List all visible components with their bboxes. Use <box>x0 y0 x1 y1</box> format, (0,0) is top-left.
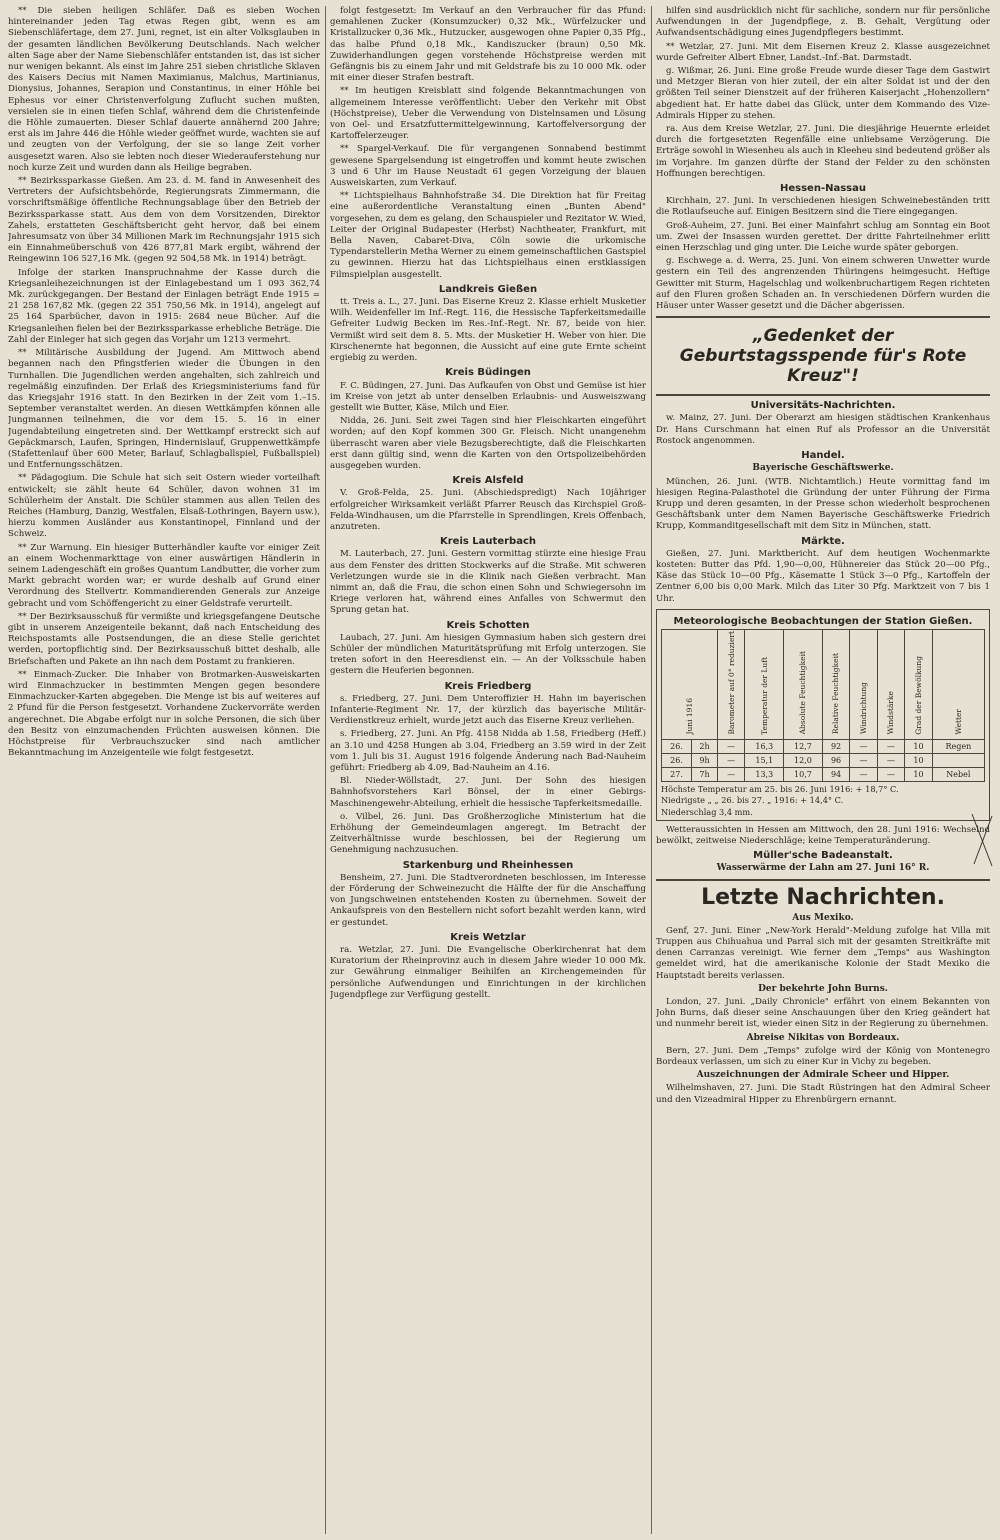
weather-cell: — <box>717 753 744 767</box>
red-cross-appeal: „Gedenket der Geburtstagsspende für's Rote Kreuz"! <box>679 326 967 387</box>
weather-header-cell: Windstärke <box>877 629 904 739</box>
weather-cell: — <box>877 768 904 782</box>
subheading: Abreise Nikitas von Bordeaux. <box>746 1032 900 1043</box>
article-treis: tt. Treis a. L., 27. Juni. Das Eiserne Kreuz 2. Klasse erhielt Musketier Wilh. Weidenfeller im Inf.-Regt. 116, die Hessische Tapferkeitsmedaille Gefreiter Ludwig Becken im Res.-Inf.-Regt. Nr. 87, beide von hier. Vermißt wird seit dem 8. 5. Mts. der Musketier H. Weber von hier. Die Kirschenernte hat begonnen, die Aussicht auf eine gute Ernte scheint ergiebig zu werden. <box>330 297 646 364</box>
article-mainz: w. Mainz, 27. Juni. Der Oberarzt am hiesigen städtischen Krankenhaus Dr. Hans Curschmann hat einen Ruf als Professor an die Universität Rostock angenommen. <box>656 413 990 446</box>
weather-header-cell: Juni 1916 <box>662 629 718 739</box>
weather-cell: 92 <box>822 739 849 753</box>
weather-header-cell: Relative Feuchtigkeit <box>822 629 849 739</box>
article-kreisblatt: ** Im heutigen Kreisblatt sind folgende Bekanntmachungen von allgemeinem Interesse veröffentlicht: Ueber den Verkehr mit Obst (Höchstpreise), Ueber die Verwendung von Distelnsamen und Lösung von Oel- und Ersatzfuttermittelgewinnung, Kartoffelversorgung der Kartoffelerzeuger. <box>330 86 646 142</box>
article-paedagogium: ** Pädagogium. Die Schule hat sich seit Ostern wieder vorteilhaft entwickelt; sie zählt heute 64 Schüler, davon wohnen 31 im Schülerheim der Anstalt. Die Schüler stammen aus allen Teilen des Reiches (Hamburg, Danzig, Westfalen, Elsaß-Lothringen, Bayern usw.), hierzu kommen Ausländer aus Konstantinopel, Finnland und der Schweiz. <box>8 473 320 540</box>
divider <box>656 879 990 881</box>
article-wetzlar-eisernes-kreuz: ** Wetzlar, 27. Juni. Mit dem Eisernen Kreuz 2. Klasse ausgezeichnet wurde Gefreiter Albert Ebner, Landst.-Inf.-Bat. Darmstadt. <box>656 41 990 63</box>
section-heading: Märkte. <box>801 535 845 547</box>
weather-box <box>656 609 990 821</box>
weather-row <box>662 753 985 767</box>
section-heading: Hessen-Nassau <box>780 183 866 195</box>
article-nidda: Nidda, 26. Juni. Seit zwei Tagen sind hier Fleischkarten eingeführt worden; auf den Kopf kommen 300 Gr. Fleisch. Nicht unangenehm überrascht waren aber viele Bezugsberechtigte, daß die Fleischkarten erst dann gültig sind, wenn die Karten von den Ortspolizeibehörden ausgegeben wurden. <box>330 416 646 471</box>
section-heading: Landkreis Gießen <box>438 283 538 295</box>
weather-cell: 10 <box>905 739 932 753</box>
subheading: Der bekehrte John Burns. <box>758 983 888 994</box>
article-muenchen: München, 26. Juni. (WTB. Nichtamtlich.) Heute vormittag fand im hiesigen Regina-Palasthotel die Gründung der unter Führung der Firma Krupp und deren gesamten, in der Presse schon wiederholt besprochenen Geschäftsbank unter dem Namen Bayerische Geschäftswerke Friedrich Krupp, Kommanditgesellschaft mit dem Sitz in München, statt. <box>656 476 990 532</box>
weather-cell: 10 <box>905 753 932 767</box>
divider <box>656 316 990 318</box>
article-einmachzucker: ** Einmach-Zucker. Die Inhaber von Brotmarken-Ausweiskarten wird Einmachzucker in bestimmten Mengen gegen besondere Einmachzucker-Karten abgegeben. Die Menge ist bis auf weiteres auf 2 Pfund für die Person festgesetzt. Vorhandene Zuckervorräte werden angerechnet. Die Abgabe erfolgt nur in solche Personen, die sich über den Besitz von einzumachenden Früchten ausweisen können. Die Höchstpreise für Verbrauchszucker sind nach amtlicher Bekanntmachung im Anzeigenteile wie folgt festgesetzt. <box>8 669 320 759</box>
article-heuernte: ra. Aus dem Kreise Wetzlar, 27. Juni. Die diesjährige Heuernte erleidet durch die fortgesetzten Regenfälle eine unliebsame Verzögerung. Die Erträge sowohl in Wiesenheu als auch in Kleeheu sind bedeutend größer als im Vorjahre. Im ganzen dürfte der Stand der Felder zu den schönsten Hoffnungen berechtigen. <box>656 124 990 179</box>
weather-cell: — <box>877 739 904 753</box>
weather-cell <box>932 753 984 767</box>
weather-cell: — <box>850 739 877 753</box>
weather-header-cell: Grad der Bewölkung <box>905 629 932 739</box>
article-siebenschlaefer: ** Die sieben heiligen Schläfer. Daß es sieben Wochen hintereinander jeden Tag etwas Regen gibt, wenn es am Siebenschläfertage, dem 27. Juni, regnet, ist ein alter Volksglauben in der gesamten ländlichen Bevölkerung Deutschlands. Nach welcher alten Sage aber der Name Siebenschläfer entstanden ist, das ist sicher nur wenigen bekannt. Als einst im Jahre 251 sieben christliche Sklaven des Kaisers Decius mit Namen Maximianus, Malchus, Martinianus, Dionysius, Johannes, Serapion und Constantinus, in einer Höhle bei Ephesus vor einer Christenverfolgung Zuflucht suchen mußten, versielen sie in einen tiefen Schlaf, während dem die Christenfeinde die Höhle zumauerten. Dieser Schlaf dauerte annähernd 200 Jahre; erst als im Jahre 446 die Höhle wieder geöffnet wurde, wachten sie auf und zeugten von der Verfolgung, der sie so lange Zeit vorher ausgesetzt waren. Also sie lebten noch dieser Wiederauferstehung nur noch kurze Zeit und wurden dann als Heilige begraben. <box>8 6 320 173</box>
subheading: Aus Mexiko. <box>792 912 854 923</box>
article-london: London, 27. Juni. „Daily Chronicle" erfährt von einem Bekannten von John Burns, daß dieser seine Anschauungen über den Krieg geändert hat und nunmehr bereit ist, wieder einen Sitz in der Regierung zu übernehmen. <box>656 997 990 1030</box>
weather-table <box>661 629 985 782</box>
weather-row <box>662 768 985 782</box>
weather-cell: 12,0 <box>784 753 823 767</box>
article-jugend-ausbildung: ** Militärische Ausbildung der Jugend. Am Mittwoch abend begannen nach den Pfingstferien wieder die Übungen in den Turnhallen. Die Jugendlichen werden angehalten, sich zahlreich und regelmäßig einzufinden. Der Erlaß des Kriegsministeriums fand für das Kriegsjahr 1916 statt. In den Bezirken in der Zeit vom 1.–15. September veranstaltet werden. An diesen Wettkämpfen können alle Jungmannen teilnehmen, die vor dem 15. 5. 16 in einer Jugendabteilung eingetreten sind. Der Wettkampf erstreckt sich auf Gepäckmarsch, Laufen, Springen, Hindernislauf, Gruppenwettkämpfe (Stafettenlauf über 600 Meter, Barlauf, Schlagballspiel, Fußballspiel) und Entfernungsschätzen. <box>8 348 320 471</box>
weather-cell: 10 <box>905 768 932 782</box>
article-genf: Genf, 27. Juni. Einer „New-York Herald"-Meldung zufolge hat Villa mit Truppen aus Chihuahua und Parral sich mit der gesamten Streitkräfte mit denen Carranzas vereinigt. Wie ferner dem „Temps" aus Washington gemeldet wird, hat die amerikanische Kolonie der Stadt Mexiko die Hauptstadt bereits verlassen. <box>656 925 990 981</box>
weather-row <box>662 739 985 753</box>
weather-header-row <box>662 629 985 739</box>
article-warnung: ** Zur Warnung. Ein hiesiger Butterhändler kaufte vor einiger Zeit an einem Wochenmarkttage von einer auswärtigen Händlerin in seinem Ladengeschäft ein großes Quantum Landbutter, die vorher zum Markt gebracht worden war; er wurde deshalb auf Grund einer Verordnung des Stellvertr. Kommandierenden Generals zur Anzeige gebracht und vom Schöffengericht zu einer Geldstrafe verurteilt. <box>8 542 320 609</box>
weather-cell: — <box>717 739 744 753</box>
weather-cell: 26. <box>662 753 692 767</box>
article-jugendpflege-cont: hilfen sind ausdrücklich nicht für sachliche, sondern nur für persönliche Aufwendungen in der Jugendpflege, z. B. Gehalt, Vergütung oder Aufwandsentschädigung eines Jugendpflegers bestimmt. <box>656 6 990 39</box>
article-wilhelmshaven: Wilhelmshaven, 27. Juni. Die Stadt Rüstringen hat den Admiral Scheer und den Vizeadmiral Hipper zu Ehrenbürgern ernannt. <box>656 1083 990 1105</box>
article-wissmar: g. Wißmar, 26. Juni. Eine große Freude wurde dieser Tage dem Gastwirt und Metzger Bieran von hier zuteil, der ein alter Soldat ist und der den größten Teil seiner Dienstzeit auf der früheren Kaiserjacht „Hohenzollern" abgedient hat. Er hatte dabei das Glück, unter dem Kommando des Vize-Admirals Hipper zu stehen. <box>656 66 990 121</box>
weather-cell: 27. <box>662 768 692 782</box>
weather-header-cell: Wetter <box>932 629 984 739</box>
article-woellstadt: Bl. Nieder-Wöllstadt, 27. Juni. Der Sohn des hiesigen Bahnhofsvorstehers Karl Bönsel, der in einer Gebirgs-Maschinengewehr-Abteilung, erhielt die hessische Tapferkeitsmedaille. <box>330 776 646 809</box>
column-2 <box>330 6 646 1534</box>
column-rule <box>651 6 652 1534</box>
article-lichtspielhaus: ** Lichtspielhaus Bahnhofstraße 34. Die Direktion hat für Freitag eine außerordentliche Veranstaltung einen „Bunten Abend" vorgesehen, zu dem es gelang, den Schauspieler und Rezitator W. Wied, Leiter der Original Budapester (Herbst) Nachtheater, Frankfurt, mit Bella Naven, Cabaret-Diva, Cöln sowie die urkomische Typendarstellerin Metha Werner zu einem gemeinschaftlichen Gastspiel zu gewinnen. Hierzu hat das Lichtspielhaus einen erstklassigen Filmspielplan ausgestellt. <box>330 191 646 280</box>
section-heading: Universitäts-Nachrichten. <box>750 400 896 412</box>
weather-rain: Niederschlag 3,4 mm. <box>661 806 753 817</box>
article-bern: Bern, 27. Juni. Dem „Temps" zufolge wird der König von Montenegro Bordeaux verlassen, um sich zu einer Kur in Vichy zu begeben. <box>656 1045 990 1068</box>
weather-min-temp: Niedrigste „ „ 26. bis 27. „ 1916: + 14,4° C. <box>661 795 844 806</box>
article-marktbericht: Gießen, 27. Juni. Marktbericht. Auf dem heutigen Wochenmarkte kosteten: Butter das Pfd. 1,90—0,00, Hühnereier das Stück 20—00 Pfg., Käse das Stück 10—00 Pfg., Käsematte 1 Stück 3—0 Pfg., Kartoffeln der Zentner 6,00 bis 0,00 Mark. Milch das Liter 30 Pfg. Marktzeit von 7 bis 1 Uhr. <box>656 548 990 604</box>
weather-cell: 16,3 <box>745 739 784 753</box>
article-gross-felda: V. Groß-Felda, 25. Juni. (Abschiedspredigt) Nach 10jähriger erfolgreicher Wirksamkeit verläßt Pfarrer Reusch das Kirchspiel Groß-Felda-Windhausen, um die Pfarrstelle in Sprendlingen, Kreis Offenbach, anzutreten. <box>330 488 646 532</box>
bath-temperature: Wasserwärme der Lahn am 27. Juni 16° R. <box>716 863 930 874</box>
column-3 <box>656 6 990 1534</box>
section-heading: Kreis Wetzlar <box>450 931 526 943</box>
section-heading: Kreis Schotten <box>446 619 530 631</box>
weather-outlook: Wetteraussichten in Hessen am Mittwoch, den 28. Juni 1916: Wechselnd bewölkt, zeitweise Niederschläge; keine Temperaturänderung. <box>656 824 990 847</box>
weather-cell: — <box>717 768 744 782</box>
article-kirchhain: Kirchhain, 27. Juni. In verschiedenen hiesigen Schweinebeständen tritt die Rotlaufseuche auf. Einigen Besitzern sind die Tiere eingegangen. <box>656 196 990 218</box>
weather-cell: Nebel <box>932 768 984 782</box>
weather-cell: 94 <box>822 768 849 782</box>
weather-body <box>662 739 985 782</box>
weather-cell: — <box>877 753 904 767</box>
weather-cell: — <box>850 753 877 767</box>
weather-max-temp: Höchste Temperatur am 25. bis 26. Juni 1916: + 18,7° C. <box>661 784 899 795</box>
article-eschwege: g. Eschwege a. d. Werra, 25. Juni. Von einem schweren Unwetter wurde gestern ein Teil des angrenzenden Thüringens heimgesucht. Heftige Gewitter mit Sturm, Hagelschlag und wolkenbruchartigem Regen richteten auf den Fluren großen Schaden an. In verschiedenen Dörfern wurden die Häuser unter Wasser gesetzt und die Dächer abgerissen. <box>656 256 990 312</box>
section-heading: Kreis Büdingen <box>445 367 531 379</box>
weather-cell: 26. <box>662 739 692 753</box>
column-rule <box>325 6 326 1534</box>
section-heading: Handel. <box>801 450 845 462</box>
article-friedberg-2: s. Friedberg, 27. Juni. An Pfg. 4158 Nidda ab 1.58, Friedberg (Heff.) an 3.10 und 4258 Hungen ab 3.04, Friedberg an 3.59 wird in der Zeit vom 1. Juli bis 31. August 1916 folgende Änderung nach Bad-Nauheim geführt: Friedberg ab 4.09, Bad-Nauheim an 4.16. <box>330 729 646 773</box>
weather-header-cell: Barometer auf 0° reduziert <box>717 629 744 739</box>
section-heading: Kreis Friedberg <box>444 680 532 692</box>
weather-title: Meteorologische Beobachtungen der Station Gießen. <box>673 615 973 627</box>
article-bezirksausschuss: ** Der Bezirksausschuß für vermißte und kriegsgefangene Deutsche gibt in unserem Anzeigenteile bekannt, daß nach Entscheidung des Reichspostamts alle Postsendungen, die an diese Stelle gerichtet werden, portopflichtig sind. Der Bezirksausschuß bittet deshalb, alle Briefschaften und Pakete an ihn nach dem Postamt zu frankieren. <box>8 611 320 667</box>
weather-cell: Regen <box>932 739 984 753</box>
section-heading: Starkenburg und Rheinhessen <box>402 859 574 871</box>
weather-header-cell: Temperatur der Luft <box>745 629 784 739</box>
subheading: Auszeichnungen der Admirale Scheer und Hipper. <box>696 1070 950 1081</box>
article-bezirkssparkasse-cont: Infolge der starken Inanspruchnahme der Kasse durch die Kriegsanleihezeichnungen ist der Einlagebestand um 1 093 362,74 Mk. zurückgegangen. Der Bestand der Einlagen beträgt Ende 1915 = 21 258 167,82 Mk. (gegen 22 351 750,56 Mk. in 1914), angelegt auf 25 164 Sparbücher, davon in 1915: 2684 neue Bücher. Auf die Kriegsanleihen fielen bei der Bezirkssparkasse erhebliche Beträge. Die Zahl der Einleger hat sich gegen das Vorjahr um 1213 vermehrt. <box>8 267 320 345</box>
weather-cell: 15,1 <box>745 753 784 767</box>
weather-cell: 96 <box>822 753 849 767</box>
article-gross-auheim: Groß-Auheim, 27. Juni. Bei einer Mainfahrt schlug am Sonntag ein Boot um. Zwei der Insassen wurden gerettet. Der dritte Fahrteilnehmer erlitt einen Herzschlag und ging unter. Die Leiche wurde später geborgen. <box>656 220 990 254</box>
weather-cell: 2h <box>692 739 718 753</box>
article-bezirkssparkasse: ** Bezirkssparkasse Gießen. Am 23. d. M. fand in Anwesenheit des Vertreters der Aufsichtsbehörde, Regierungsrats Zimmermann, die vorschriftsmäßige öffentliche Rechnungsablage über den Betrieb der Bezirkssparkasse statt. Aus dem von dem Vorsitzenden, Direktor Zahels, erstatteten Geschäftsbericht geht hervor, daß bei einem Jahresumsatz von über 34 Millionen Mark im Rechnungsjahr 1915 sich ein Einnahmeüberschuß von 426 877,81 Mark ergibt, während der Reingewinn 106 527,16 Mk. (gegen 92 504,58 Mk. in 1914) beträgt. <box>8 176 320 265</box>
weather-cell: — <box>850 768 877 782</box>
weather-cell: 12,7 <box>784 739 823 753</box>
article-friedberg-1: s. Friedberg, 27. Juni. Dem Unteroffizier H. Hahn im bayerischen Infanterie-Regiment Nr. 17, der kürzlich das bayerische Militär-Verdienstkreuz erhielt, wurde jetzt auch das Eiserne Kreuz verliehen. <box>330 693 646 727</box>
section-heading: Kreis Lauterbach <box>439 536 536 548</box>
column-1 <box>8 6 320 1534</box>
weather-header-cell: Windrichtung <box>850 629 877 739</box>
article-buedingen: F. C. Büdingen, 27. Juni. Das Aufkaufen von Obst und Gemüse ist hier im Kreise von jetzt ab unter denselben Erlaubnis- und Ausweiszwang gestellt wie Butter, Käse, Milch und Eier. <box>330 380 646 413</box>
article-vilbel: o. Vilbel, 26. Juni. Das Großherzogliche Ministerium hat die Erhöhung der Gemeindeumlagen angeregt. Im Betracht der Zeitverhältnisse wurde beschlossen, bei der Regierung um Genehmigung nachzusuchen. <box>330 811 646 856</box>
divider <box>656 394 990 396</box>
latest-news-heading: Letzte Nachrichten. <box>701 884 945 910</box>
weather-cell: 10,7 <box>784 768 823 782</box>
article-spargel: ** Spargel-Verkauf. Die für vergangenen Sonnabend bestimmt gewesene Spargelsendung ist eingetroffen und kommt heute zwischen 3 und 6 Uhr im Hause Neustadt 61 gegen Vorzeigung der blauen Ausweiskarten, zum Verkauf. <box>330 144 646 189</box>
weather-header-cell: Absolute Feuchtigkeit <box>784 629 823 739</box>
section-heading: Kreis Alsfeld <box>452 475 524 487</box>
weather-cell: 9h <box>692 753 718 767</box>
article-laubach: Laubach, 27. Juni. Am hiesigen Gymnasium haben sich gestern drei Schüler der mündlichen Maturitätsprüfung mit Erfolg unterzogen. Sie treten sofort in den Heeresdienst ein. — An der Volksschule haben gestern die Heuferien begonnen. <box>330 632 646 677</box>
subheading: Bayerische Geschäftswerke. <box>752 463 894 474</box>
section-heading: Müller'sche Badeanstalt. <box>753 850 893 862</box>
article-bensheim: Bensheim, 27. Juni. Die Stadtverordneten beschlossen, im Interesse der Förderung der Schweinezucht die Hälfte der für die Anschaffung von Jungschweinen entstehenden Kosten zu übernehmen. Soweit der Ankaufspreis von den Bestellern nicht sofort bezahlt werden kann, wird er gestundet. <box>330 872 646 928</box>
article-zucker-preise: folgt festgesetzt: Im Verkauf an den Verbraucher für das Pfund: gemahlenen Zucker (Konsumzucker) 0,32 Mk., Würfelzucker und Kristallzucker 0,36 Mk., Hutzucker, ausgewogen ohne Papier 0,35 Pfg., das halbe Pfund 0,18 Mk., Kandiszucker (braun) 0,50 Mk. Zuwiderhandlungen gegen vorstehende Höchstpreise werden mit Gefängnis bis zu einem Jahr und mit Geldstrafe bis zu 10 000 Mk. oder mit einer dieser Strafen bestraft. <box>330 6 646 84</box>
article-wetzlar: ra. Wetzlar, 27. Juni. Die Evangelische Oberkirchenrat hat dem Kuratorium der Rheinprovinz auch in diesem Jahre wieder 10 000 Mk. zur Gewährung einmaliger Beihilfen an Kirchengemeinden für persönliche Aufwendungen und Einrichtungen in der kirchlichen Jugendpflege zur Verfügung gestellt. <box>330 945 646 1000</box>
weather-cell: 13,3 <box>745 768 784 782</box>
weather-cell: 7h <box>692 768 718 782</box>
article-lauterbach: M. Lauterbach, 27. Juni. Gestern vormittag stürzte eine hiesige Frau aus dem Fenster des dritten Stockwerks auf die Straße. Mit schweren Verletzungen wurde sie in die Klinik nach Gießen verbracht. Man nimmt an, daß die Frau, die schon einen Sohn und Schwiegersohn im Kriege verloren hat, während eines Anfalles von Schwermut den Sprung getan hat. <box>330 549 646 616</box>
pencil-mark <box>970 810 994 870</box>
